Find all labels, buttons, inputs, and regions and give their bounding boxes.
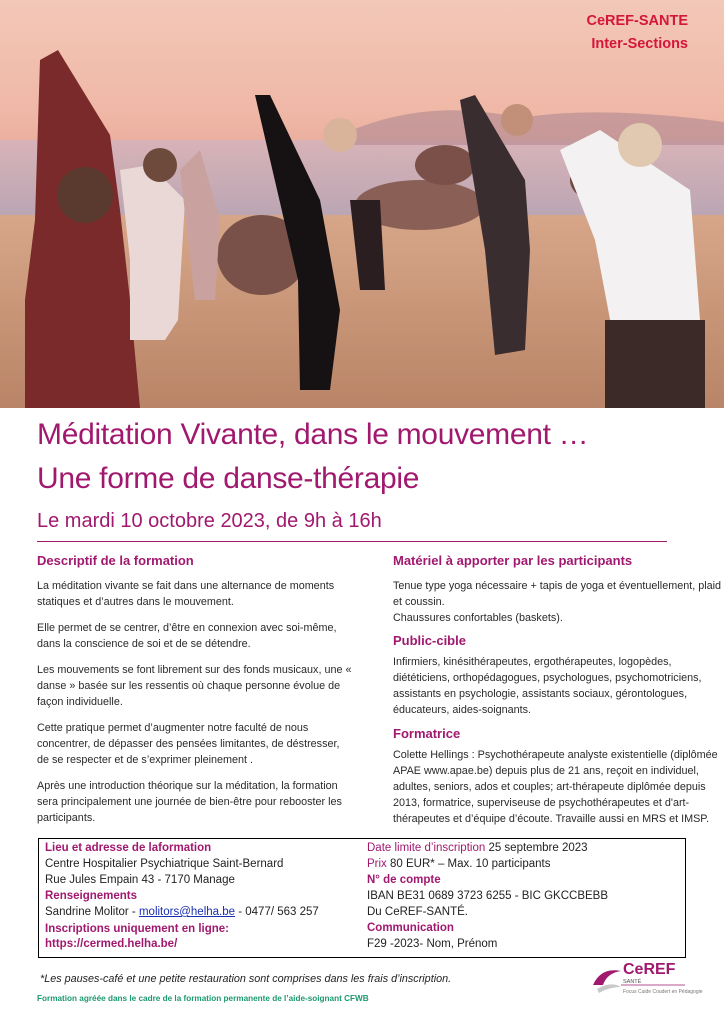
communication-label: Communication <box>367 922 454 934</box>
event-date: Le mardi 10 octobre 2023, de 9h à 16h <box>37 510 382 532</box>
lieu-label: Lieu et adresse de laformation <box>45 842 212 854</box>
price-line <box>367 856 550 872</box>
info-box <box>38 838 686 958</box>
materiel-heading: Matériel à apporter par les participants <box>393 553 633 568</box>
description-paragraph: Cette pratique permet d’augmenter notre faculté de nous concentrer, de dépasser des pensées limitantes, de déstresser, de se respecter et de s’exprimer pleinement . <box>37 722 340 766</box>
description-paragraph: Les mouvements se font librement sur des fonds musicaux, une « danse » basée sur les ressentis où chaque personne évolue de façon individuelle. <box>37 664 352 708</box>
details-column <box>393 553 724 827</box>
agreement-note: Formation agréée dans le cadre de la formation permanente de l’aide-soignant CFWB <box>37 994 369 1003</box>
materiel-text: Tenue type yoga nécessaire + tapis de yoga et éventuellement, plaid et coussin. <box>393 580 722 608</box>
contact-phone: - 0477/ 563 257 <box>235 906 319 918</box>
footnote: *Les pauses-café et une petite restauration sont comprises dans les frais d’inscription. <box>40 973 452 985</box>
public-text: Infirmiers, kinésithérapeutes, ergothérapeutes, logopèdes, diététiciens, orthopédagogues, psychologues, psychomotriciens, assistants en psychologie, assistants sociaux, gérontologues, éducateurs, aides-soignants. <box>393 656 702 716</box>
account-holder: Du CeREF-SANTÉ. <box>367 906 468 918</box>
deadline-label: Date limite d’inscription <box>367 842 486 854</box>
communication-value: F29 -2023- Nom, Prénom <box>367 938 498 950</box>
title-line-2: Une forme de danse-thérapie <box>37 462 420 495</box>
price-value: 80 EUR* – Max. 10 participants <box>386 858 551 870</box>
brand-name: CeREF-SANTE <box>586 13 688 29</box>
renseignements-label: Renseignements <box>45 890 138 902</box>
hero-photo <box>0 0 724 408</box>
lieu-line-2: Rue Jules Empain 43 - 7170 Manage <box>45 874 235 886</box>
inscription-url-link[interactable]: https://cermed.helha.be/ <box>45 938 178 950</box>
ceref-logo <box>591 961 703 1003</box>
materiel-text-2: Chaussures confortables (baskets). <box>393 612 563 624</box>
description-paragraph: Après une introduction théorique sur la méditation, la formation sera principalement une journée de bien-être pour rebooster les participants. <box>37 780 342 824</box>
formatrice-heading: Formatrice <box>393 726 461 741</box>
brand-header <box>586 10 688 56</box>
contact-email-link[interactable]: molitors@helha.be <box>138 906 236 918</box>
description-paragraph: La méditation vivante se fait dans une alternance de moments statiques et d’autres dans le mouvement. <box>37 580 335 608</box>
description-paragraph: Elle permet de se centrer, d’être en connexion avec soi-même, dans la conscience de soi et de se détendre. <box>37 622 337 650</box>
price-label: Prix <box>367 858 387 870</box>
inscription-label: Inscriptions uniquement en ligne: <box>45 923 230 935</box>
deadline-value: 25 septembre 2023 <box>485 842 588 854</box>
beach-dancers-illustration <box>0 0 724 408</box>
contact-name: Sandrine Molitor - <box>45 906 139 918</box>
lieu-line-1: Centre Hospitalier Psychiatrique Saint-Bernard <box>45 858 284 870</box>
account-label: N° de compte <box>367 874 441 886</box>
account-iban: IBAN BE31 0689 3723 6255 - BIC GKCCBEBB <box>367 890 608 902</box>
renseignements-line <box>45 904 319 920</box>
brand-subtitle: Inter-Sections <box>591 36 688 52</box>
logo-sub: SANTÉ <box>623 979 642 985</box>
formatrice-text: Colette Hellings : Psychothérapeute analyste existentielle (diplômée APAE www.apae.be) depuis plus de 21 ans, reçoit en individuel, adultes, seniors, ados et couples; art-thérapeute diplômée depuis 2013, formatrice, superviseuse de psychothérapeutes et d'art-thérapeutes et d’équipe d’écoute. Travaille aussi en MRS et IMSP. <box>393 749 718 825</box>
description-heading: Descriptif de la formation <box>37 553 194 568</box>
description-column <box>37 553 352 836</box>
divider-line <box>37 541 667 542</box>
title-line-1: Méditation Vivante, dans le mouvement … <box>37 418 589 451</box>
deadline-line <box>367 840 588 856</box>
logo-name: CeREF <box>623 961 676 978</box>
public-heading: Public-cible <box>393 633 466 648</box>
logo-tagline: Focus Cuide Coudert en Pédagogie <box>623 989 703 995</box>
